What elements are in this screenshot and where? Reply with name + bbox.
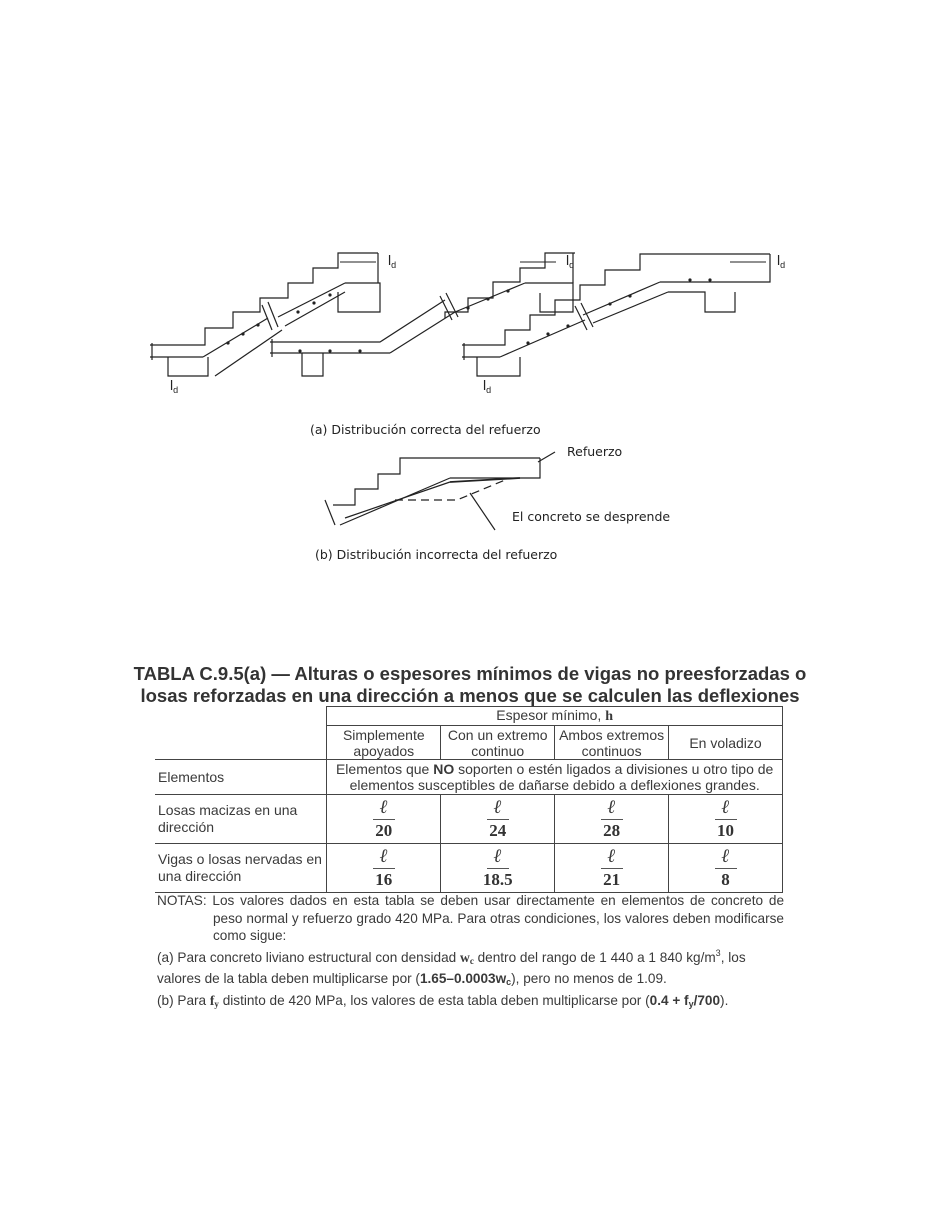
- svg-text:ld: $l_d$: [388, 252, 397, 270]
- svg-text:ld: $l_d$: [170, 377, 179, 395]
- col-voladizo: En voladizo: [669, 726, 783, 760]
- stair-1: [150, 253, 380, 376]
- cell-losas-1: $\frac{\text{ℓ}}{24}$: [441, 795, 555, 844]
- stair-2: [270, 253, 575, 376]
- row-label-losas: Losas macizas en una dirección: [155, 795, 327, 844]
- cell-losas-3: $\frac{\text{ℓ}}{10}$: [669, 795, 783, 844]
- thickness-table: [155, 706, 783, 893]
- cell-vigas-2: $\frac{\text{ℓ}}{21}$: [555, 844, 669, 893]
- elementos-label: Elementos: [155, 760, 327, 795]
- reinforcement-figure: [0, 0, 935, 600]
- note-a: (a) Para concreto liviano estructural con densidad $w_c$ dentro del rango de 1 440 a 1 840 $kg/m^3$, los valores de la tabla deben multiplicarse por $(1.65-0.0003w_c)$, pero no menos de 1.09.: [157, 947, 746, 987]
- svg-text:ld: $l_d$: [777, 252, 786, 270]
- label-desprende: El concreto se desprende: [512, 509, 671, 524]
- ld-dimensions: [170, 262, 766, 376]
- table-notes: [157, 892, 784, 1013]
- cell-vigas-1: $\frac{\text{ℓ}}{18.5}$: [441, 844, 555, 893]
- note-general: NOTAS: Los valores dados en esta tabla se deben usar directamente en elementos de concreto de peso normal y refuerzo grado 420 MPa. Para otras condiciones, los valores deben modificarse como sigue:: [157, 893, 784, 943]
- label-refuerzo: Refuerzo: [567, 444, 623, 459]
- stair-3: [462, 254, 770, 376]
- espesor-header: Espesor mínimo, h: [327, 707, 783, 726]
- row-label-vigas: Vigas o losas nervadas en una dirección: [155, 844, 327, 893]
- cell-vigas-3: $\frac{\text{ℓ}}{8}$: [669, 844, 783, 893]
- caption-b: (b) Distribución incorrecta del refuerzo: [315, 547, 558, 562]
- cell-losas-2: $\frac{\text{ℓ}}{28}$: [555, 795, 669, 844]
- col-un-extremo: Con un extremo continuo: [441, 726, 555, 760]
- stair-drawings: [0, 0, 935, 600]
- col-simplemente: Simplemente apoyados: [327, 726, 441, 760]
- elementos-desc: Elementos que NO soporten o estén ligados a divisiones u otro tipo de elementos susceptibles de dañarse debido a deflexiones grandes.: [327, 760, 783, 795]
- table-title: TABLA C.9.5(a) — Alturas o espesores mínimos de vigas no preesforzadas o losas reforzadas en una dirección a menos que se calculen las deflexiones: [133, 663, 807, 706]
- note-b: (b) Para $f_y$ distinto de 420 MPa, los valores de esta tabla deben multiplicarse por $(0.4 + f_y/700)$.: [157, 992, 729, 1009]
- cell-vigas-0: $\frac{\text{ℓ}}{16}$: [327, 844, 441, 893]
- caption-a: (a) Distribución correcta del refuerzo: [310, 422, 541, 437]
- cell-losas-0: $\frac{\text{ℓ}}{20}$: [327, 795, 441, 844]
- svg-text:ld: $l_d$: [566, 252, 575, 270]
- svg-text:ld: $l_d$: [483, 377, 492, 395]
- col-ambos-extremos: Ambos extremos continuos: [555, 726, 669, 760]
